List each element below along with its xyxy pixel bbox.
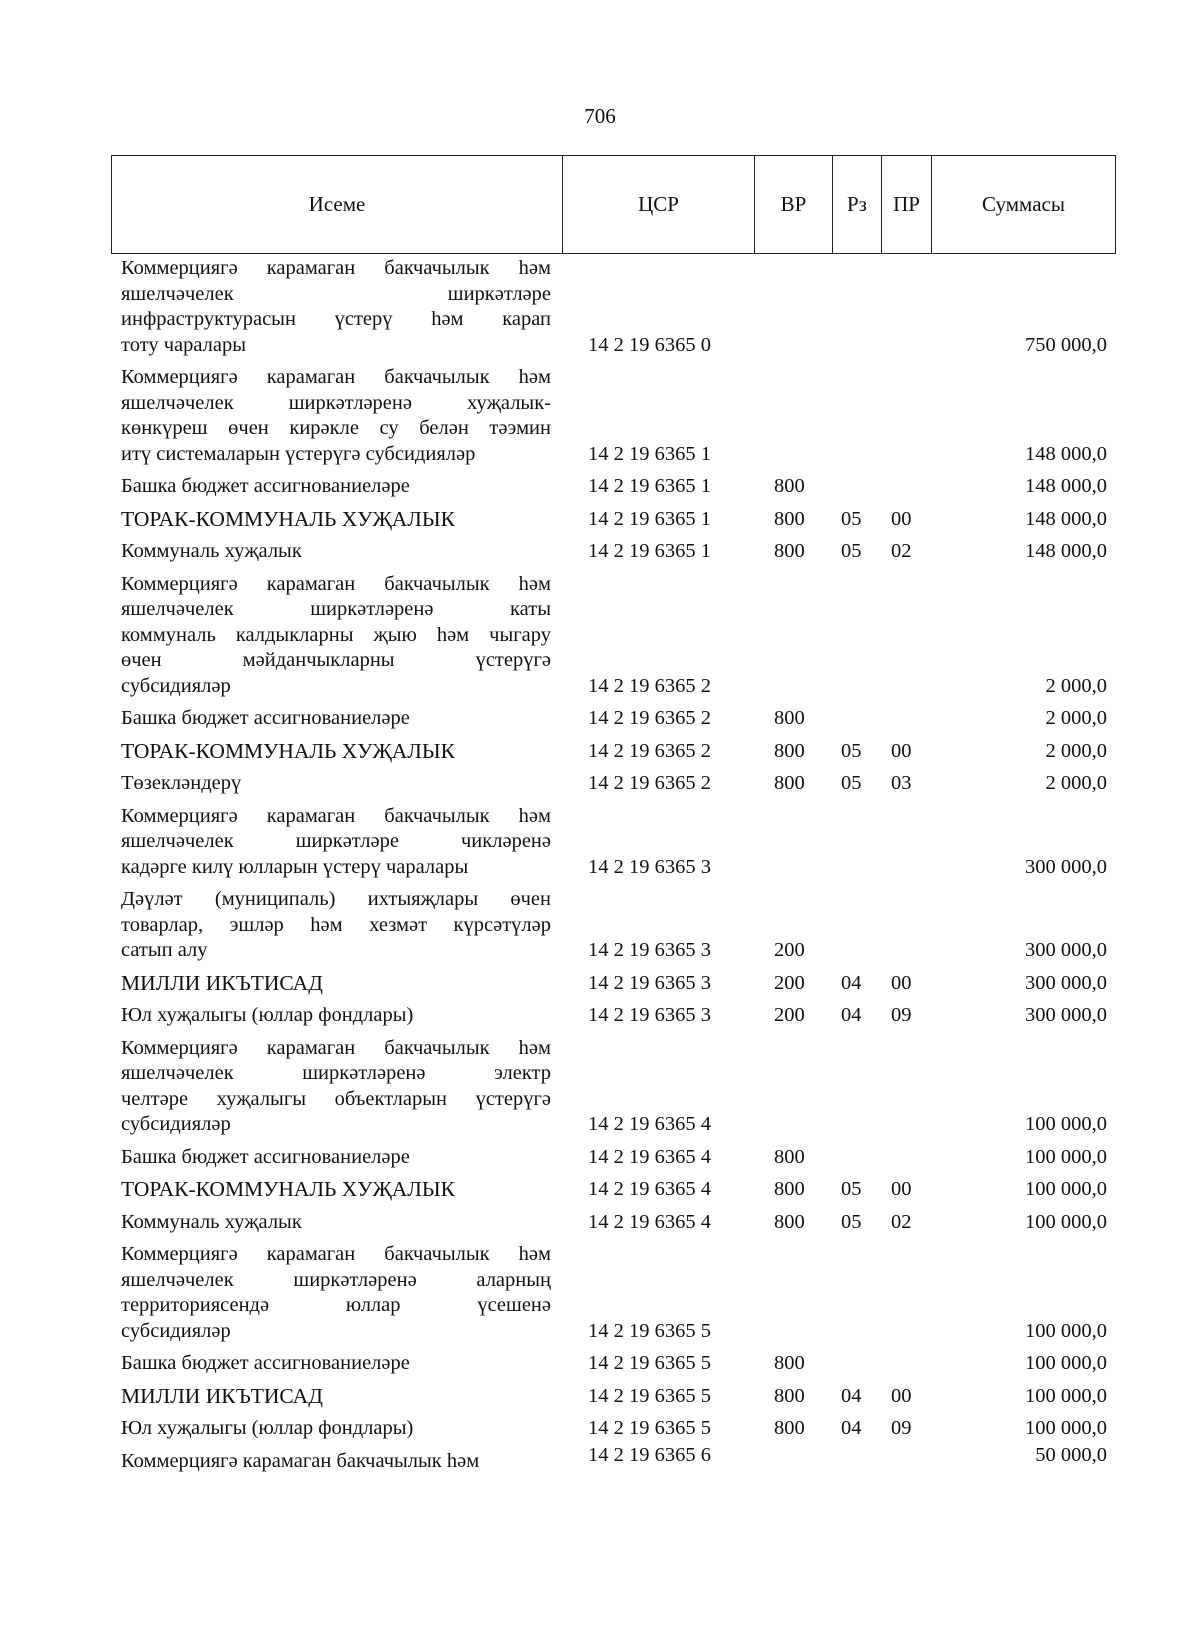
table-row bbox=[121, 1351, 1121, 1384]
row-name bbox=[121, 1242, 551, 1344]
row-name-line: Башка бюджет ассигнованиеләре bbox=[121, 707, 410, 729]
row-vr: 200 bbox=[774, 1004, 805, 1026]
row-name bbox=[121, 771, 551, 797]
table-row bbox=[121, 739, 1121, 772]
row-code: 14 2 19 6365 5 bbox=[588, 1384, 711, 1407]
row-name-line: Төзекләндерү bbox=[121, 772, 242, 794]
row-sum: 148 000,0 bbox=[1025, 475, 1107, 497]
row-name-line: ТОРАК-КОММУНАЛЬ ХУҖАЛЫК bbox=[121, 506, 455, 531]
row-sum: 148 000,0 bbox=[1025, 540, 1107, 562]
row-sum: 100 000,0 bbox=[1025, 1352, 1107, 1374]
row-vr: 200 bbox=[774, 971, 805, 994]
row-name-line: көнкүреш өчен кирәкле су белән тәэмин bbox=[121, 417, 551, 439]
row-name bbox=[121, 507, 551, 533]
row-sum: 100 000,0 bbox=[1025, 1178, 1107, 1200]
table-row bbox=[121, 804, 1121, 888]
row-name-line: Башка бюджет ассигнованиеләре bbox=[121, 475, 410, 497]
table-row bbox=[121, 1145, 1121, 1178]
row-name-line: товарлар, эшләр һәм хезмәт күрсәтүләр bbox=[121, 913, 551, 936]
table-row bbox=[121, 365, 1121, 474]
row-sum: 100 000,0 bbox=[1025, 1210, 1107, 1233]
row-sum: 300 000,0 bbox=[1025, 1004, 1107, 1026]
row-name-line: Юл хуҗалыгы (юллар фондлары) bbox=[121, 1417, 414, 1439]
row-sum: 50 000,0 bbox=[1035, 1443, 1107, 1466]
row-name bbox=[121, 539, 551, 565]
table-row bbox=[121, 1036, 1121, 1145]
table-body bbox=[121, 256, 1121, 1481]
row-rz: 05 bbox=[841, 739, 862, 762]
row-name-line: яшелчәчелек ширкәтләренә аларның bbox=[121, 1268, 551, 1291]
table-row bbox=[121, 474, 1121, 507]
row-name bbox=[121, 365, 551, 467]
row-name bbox=[121, 1177, 551, 1203]
row-vr: 800 bbox=[774, 772, 805, 794]
row-name-line: тоту чаралары bbox=[121, 333, 247, 356]
table-row bbox=[121, 771, 1121, 804]
row-name-line: инфраструктурасын үстерү һәм карап bbox=[121, 308, 551, 330]
row-name-line: кадәрге килү юлларын үстерү чаралары bbox=[121, 855, 469, 878]
row-code: 14 2 19 6365 4 bbox=[588, 1145, 711, 1168]
row-pr: 00 bbox=[891, 1178, 912, 1200]
row-sum: 148 000,0 bbox=[1025, 442, 1107, 465]
row-pr: 02 bbox=[891, 540, 912, 562]
row-name-line: Коммуналь хуҗалык bbox=[121, 1210, 302, 1233]
row-name-line: сатып алу bbox=[121, 939, 208, 961]
row-vr: 800 bbox=[774, 1210, 805, 1233]
row-vr: 800 bbox=[774, 739, 805, 762]
row-name-line: коммуналь калдыкларны җыю һәм чыгару bbox=[121, 623, 551, 646]
row-rz: 05 bbox=[841, 540, 862, 562]
row-name-line: субсидияләр bbox=[121, 1113, 231, 1135]
row-code: 14 2 19 6365 1 bbox=[588, 442, 711, 465]
row-code: 14 2 19 6365 4 bbox=[588, 1178, 711, 1200]
row-rz: 04 bbox=[841, 971, 862, 994]
row-name-line: Коммуналь хуҗалык bbox=[121, 540, 302, 562]
row-rz: 04 bbox=[841, 1384, 862, 1407]
table-row bbox=[121, 507, 1121, 540]
row-name-line: Коммерциягә карамаган бакчачылык һәм bbox=[121, 1036, 551, 1059]
row-name-line: яшелчәчелек ширкәтләренә хуҗалык- bbox=[121, 391, 551, 414]
row-pr: 09 bbox=[891, 1417, 912, 1439]
row-name-line: Дәүләт (муниципаль) ихтыяҗлары өчен bbox=[121, 888, 551, 910]
table-row bbox=[121, 1242, 1121, 1351]
header-rz: Рз bbox=[833, 156, 882, 253]
row-name bbox=[121, 1036, 551, 1138]
row-rz: 05 bbox=[841, 772, 862, 794]
row-vr: 800 bbox=[774, 1384, 805, 1407]
row-vr: 800 bbox=[774, 707, 805, 729]
row-name-line: яшелчәчелек ширкәтләренә электр bbox=[121, 1062, 551, 1084]
page-number: 706 bbox=[584, 104, 616, 128]
row-rz: 05 bbox=[841, 1210, 862, 1233]
row-name bbox=[121, 804, 551, 881]
row-name-line: Юл хуҗалыгы (юллар фондлары) bbox=[121, 1004, 414, 1026]
row-sum: 2 000,0 bbox=[1045, 707, 1107, 729]
row-code: 14 2 19 6365 2 bbox=[588, 707, 711, 729]
row-vr: 800 bbox=[774, 507, 805, 530]
row-name-line: Коммерциягә карамаган бакчачылык һәм bbox=[121, 257, 551, 279]
table-row bbox=[121, 1177, 1121, 1210]
row-pr: 00 bbox=[891, 507, 912, 530]
row-pr: 00 bbox=[891, 1384, 912, 1407]
row-pr: 00 bbox=[891, 739, 912, 762]
row-pr: 00 bbox=[891, 971, 912, 994]
table-row bbox=[121, 887, 1121, 971]
table-row bbox=[121, 1384, 1121, 1417]
header-vr: ВР bbox=[755, 156, 833, 253]
row-code: 14 2 19 6365 2 bbox=[588, 739, 711, 762]
table-row bbox=[121, 256, 1121, 365]
row-name-line: яшелчәчелек ширкәтләренә каты bbox=[121, 598, 551, 620]
row-sum: 2 000,0 bbox=[1045, 674, 1107, 697]
table-row bbox=[121, 706, 1121, 739]
row-code: 14 2 19 6365 3 bbox=[588, 1004, 711, 1026]
row-name bbox=[121, 1003, 551, 1029]
row-name bbox=[121, 572, 551, 700]
header-pr: ПР bbox=[882, 156, 932, 253]
row-name bbox=[121, 887, 551, 964]
row-code: 14 2 19 6365 1 bbox=[588, 540, 711, 562]
row-name bbox=[121, 739, 551, 765]
row-vr: 800 bbox=[774, 1352, 805, 1374]
row-name bbox=[121, 1351, 551, 1377]
row-sum: 100 000,0 bbox=[1025, 1145, 1107, 1168]
row-name-line: ТОРАК-КОММУНАЛЬ ХУҖАЛЫК bbox=[121, 1177, 455, 1201]
row-name-line: итү системаларын үстерүгә субсидияләр bbox=[121, 442, 476, 465]
row-name-line: Башка бюджет ассигнованиеләре bbox=[121, 1352, 410, 1374]
row-name-line: Коммерциягә карамаган бакчачылык һәм bbox=[121, 804, 551, 827]
row-name bbox=[121, 1145, 551, 1171]
row-sum: 300 000,0 bbox=[1025, 855, 1107, 878]
row-code: 14 2 19 6365 4 bbox=[588, 1210, 711, 1233]
row-name-line: МИЛЛИ ИКЪТИСАД bbox=[121, 970, 323, 995]
row-rz: 05 bbox=[841, 1178, 862, 1200]
table-row bbox=[121, 539, 1121, 572]
row-code: 14 2 19 6365 6 bbox=[588, 1443, 711, 1466]
row-sum: 300 000,0 bbox=[1025, 971, 1107, 994]
row-name-line: субсидияләр bbox=[121, 1319, 231, 1342]
row-rz: 04 bbox=[841, 1417, 862, 1439]
row-code: 14 2 19 6365 2 bbox=[588, 772, 711, 794]
row-code: 14 2 19 6365 1 bbox=[588, 507, 711, 530]
row-name-line: Башка бюджет ассигнованиеләре bbox=[121, 1145, 410, 1168]
row-name bbox=[121, 256, 551, 358]
row-sum: 100 000,0 bbox=[1025, 1113, 1107, 1135]
row-code: 14 2 19 6365 2 bbox=[588, 674, 711, 697]
row-code: 14 2 19 6365 3 bbox=[588, 939, 711, 961]
table-row bbox=[121, 1003, 1121, 1036]
row-pr: 09 bbox=[891, 1004, 912, 1026]
table-row bbox=[121, 971, 1121, 1004]
row-name bbox=[121, 1384, 551, 1410]
row-name-line: өчен мәйданчыкларны үстерүгә bbox=[121, 649, 551, 671]
row-code: 14 2 19 6365 4 bbox=[588, 1113, 711, 1135]
row-name-line: Коммерциягә карамаган бакчачылык һәм bbox=[121, 1449, 480, 1472]
row-name bbox=[121, 1210, 551, 1236]
row-rz: 04 bbox=[841, 1004, 862, 1026]
row-sum: 100 000,0 bbox=[1025, 1417, 1107, 1439]
table-header bbox=[111, 155, 1116, 254]
row-code: 14 2 19 6365 1 bbox=[588, 475, 711, 497]
row-name bbox=[121, 706, 551, 732]
row-code: 14 2 19 6365 3 bbox=[588, 855, 711, 878]
row-name-line: яшелчәчелек ширкәтләре чикләренә bbox=[121, 830, 551, 852]
header-csr: ЦСР bbox=[563, 156, 755, 253]
row-vr: 800 bbox=[774, 475, 805, 497]
header-sum: Суммасы bbox=[982, 192, 1065, 216]
row-code: 14 2 19 6365 5 bbox=[588, 1417, 711, 1439]
row-pr: 02 bbox=[891, 1210, 912, 1233]
row-vr: 800 bbox=[774, 1145, 805, 1168]
row-vr: 800 bbox=[774, 1178, 805, 1200]
row-rz: 05 bbox=[841, 507, 862, 530]
row-name-line: челтәре хуҗалыгы объектларын үстерүгә bbox=[121, 1087, 551, 1110]
row-vr: 800 bbox=[774, 1417, 805, 1439]
row-name bbox=[121, 971, 551, 997]
row-code: 14 2 19 6365 0 bbox=[588, 333, 711, 356]
row-sum: 300 000,0 bbox=[1025, 939, 1107, 961]
row-sum: 750 000,0 bbox=[1025, 333, 1107, 356]
row-code: 14 2 19 6365 5 bbox=[588, 1352, 711, 1374]
row-sum: 148 000,0 bbox=[1025, 507, 1107, 530]
row-sum: 100 000,0 bbox=[1025, 1384, 1107, 1407]
table-row bbox=[121, 1210, 1121, 1243]
row-vr: 800 bbox=[774, 540, 805, 562]
row-name-line: яшелчәчелек ширкәтләре bbox=[121, 282, 551, 305]
row-name-line: территориясендә юллар үсешенә bbox=[121, 1294, 551, 1316]
row-name-line: Коммерциягә карамаган бакчачылык һәм bbox=[121, 1243, 551, 1265]
row-name-line: ТОРАК-КОММУНАЛЬ ХУҖАЛЫК bbox=[121, 738, 455, 763]
row-name-line: МИЛЛИ ИКЪТИСАД bbox=[121, 1383, 323, 1408]
row-name bbox=[121, 1449, 551, 1475]
row-sum: 2 000,0 bbox=[1045, 739, 1107, 762]
row-name-line: Коммерциягә карамаган бакчачылык һәм bbox=[121, 366, 551, 388]
row-sum: 2 000,0 bbox=[1045, 772, 1107, 794]
row-name-line: Коммерциягә карамаган бакчачылык һәм bbox=[121, 572, 551, 595]
row-name-line: субсидияләр bbox=[121, 674, 231, 697]
row-code: 14 2 19 6365 5 bbox=[588, 1319, 711, 1342]
row-code: 14 2 19 6365 3 bbox=[588, 971, 711, 994]
row-pr: 03 bbox=[891, 772, 912, 794]
header-name: Исеме bbox=[112, 156, 563, 253]
table-row bbox=[121, 572, 1121, 707]
row-name bbox=[121, 1416, 551, 1442]
row-vr: 200 bbox=[774, 939, 805, 961]
row-sum: 100 000,0 bbox=[1025, 1319, 1107, 1342]
row-name bbox=[121, 474, 551, 500]
table-row bbox=[121, 1443, 1121, 1482]
